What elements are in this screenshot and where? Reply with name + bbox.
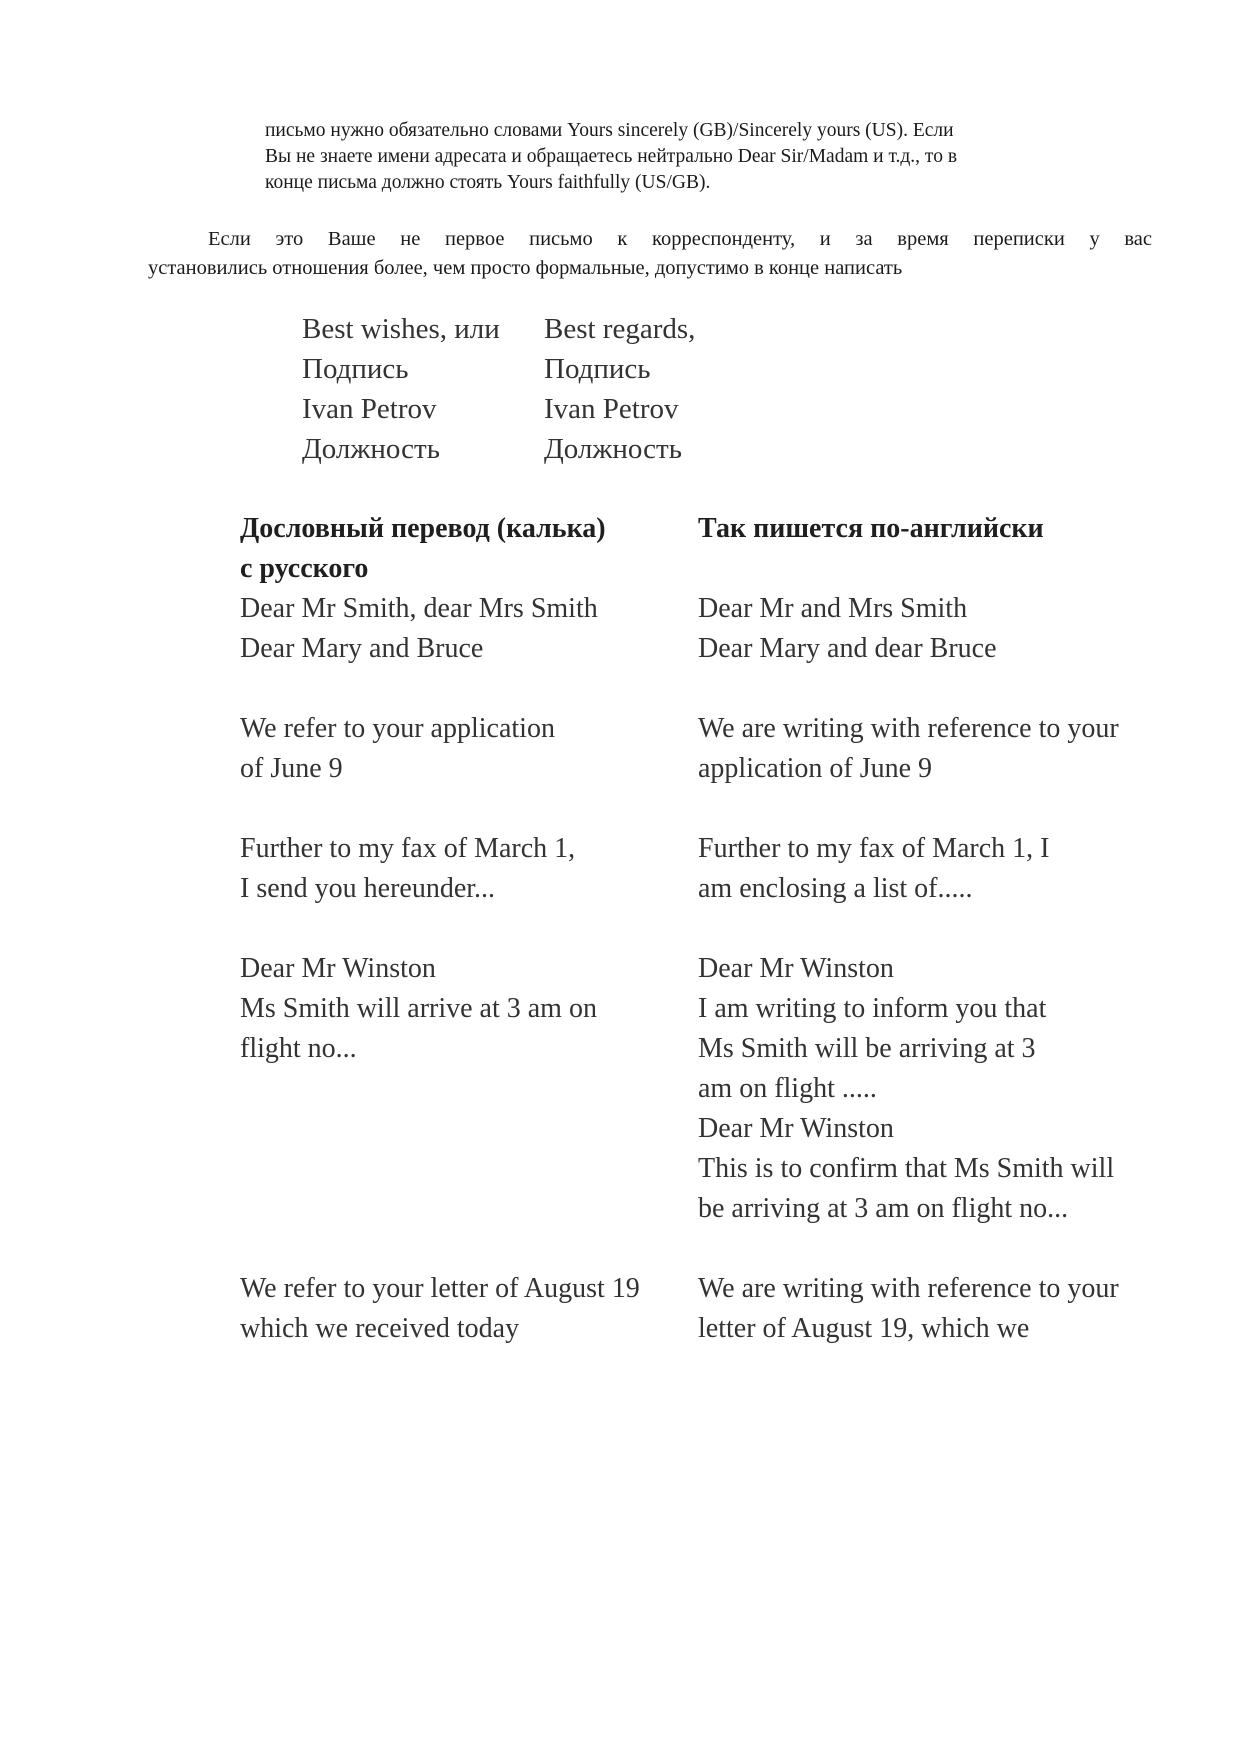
table-line: application of June 9	[698, 753, 933, 784]
row-5-right	[698, 1269, 1119, 1349]
table-line: Further to my fax of March 1, I	[698, 833, 1050, 864]
note-line-3: конце письма должно стоять Yours faithfully (US/GB).	[265, 172, 711, 193]
table-line: Dear Mr Winston	[240, 953, 436, 984]
closing-right-line: Ivan Petrov	[544, 393, 679, 425]
table-line: We are writing with reference to your	[698, 713, 1119, 744]
table-line: flight no...	[240, 1033, 357, 1064]
table-line: Dear Mr Winston	[698, 953, 894, 984]
table-line: We refer to your letter of August 19	[240, 1273, 640, 1304]
table-line: We are writing with reference to your	[698, 1273, 1119, 1304]
table-line: which we received today	[240, 1313, 520, 1344]
header-left-line: с русского	[240, 553, 369, 584]
table-line: We refer to your application	[240, 713, 555, 744]
table-line: be arriving at 3 am on flight no...	[698, 1193, 1069, 1224]
row-3-right	[698, 829, 1049, 909]
closing-right-line: Best regards,	[544, 313, 696, 345]
table-line: am on flight .....	[698, 1073, 877, 1104]
paragraph-line-2: установились отношения более, чем просто формальные, допустимо в конце написать	[148, 257, 903, 279]
table-line: Ms Smith will be arriving at 3	[698, 1033, 1036, 1064]
row-4-left	[240, 949, 597, 1069]
table-line: of June 9	[240, 753, 343, 784]
closing-left-line: Подпись	[302, 353, 409, 385]
header-left	[240, 509, 606, 589]
header-right-line: Так пишется по-английски	[698, 513, 1044, 544]
row-5-left	[240, 1269, 640, 1349]
table-line: Dear Mr and Mrs Smith	[698, 593, 968, 624]
table-line: Ms Smith will arrive at 3 am on	[240, 993, 597, 1024]
closing-left-line: Ivan Petrov	[302, 393, 437, 425]
row-1-right	[698, 589, 997, 669]
closing-right-line: Должность	[544, 433, 682, 465]
table-line: Dear Mr Winston	[698, 1113, 894, 1144]
row-1-left	[240, 589, 598, 669]
table-line: Dear Mary and Bruce	[240, 633, 484, 664]
note-line-2: Вы не знаете имени адресата и обращаетесь нейтрально Dear Sir/Madam и т.д., то в	[265, 146, 958, 167]
closing-left-line: Best wishes, или	[302, 313, 500, 345]
table-line: Dear Mr Smith, dear Mrs Smith	[240, 593, 598, 624]
body-paragraph	[148, 225, 1152, 283]
header-right	[698, 509, 1044, 549]
table-line: am enclosing a list of.....	[698, 873, 973, 904]
table-line: Dear Mary and dear Bruce	[698, 633, 997, 664]
header-left-line: Дословный перевод (калька)	[240, 513, 606, 544]
note-block	[265, 118, 1125, 196]
table-line: I am writing to inform you that	[698, 993, 1047, 1024]
closing-right-line: Подпись	[544, 353, 651, 385]
row-3-left	[240, 829, 575, 909]
row-4-right	[698, 949, 1114, 1229]
row-2-right	[698, 709, 1119, 789]
note-line-1: письмо нужно обязательно словами Yours sincerely (GB)/Sincerely yours (US). Если	[265, 120, 954, 141]
row-2-left	[240, 709, 555, 789]
table-line: I send you hereunder...	[240, 873, 496, 904]
paragraph-line-1: Если это Ваше не первое письмо к корреспонденту, и за время переписки у вас	[208, 228, 1152, 250]
table-line: This is to confirm that Ms Smith will	[698, 1153, 1115, 1184]
closing-right-column	[544, 309, 695, 469]
table-line: letter of August 19, which we	[698, 1313, 1030, 1344]
closing-left-line: Должность	[302, 433, 440, 465]
table-line: Further to my fax of March 1,	[240, 833, 576, 864]
closing-left-column	[302, 309, 500, 469]
